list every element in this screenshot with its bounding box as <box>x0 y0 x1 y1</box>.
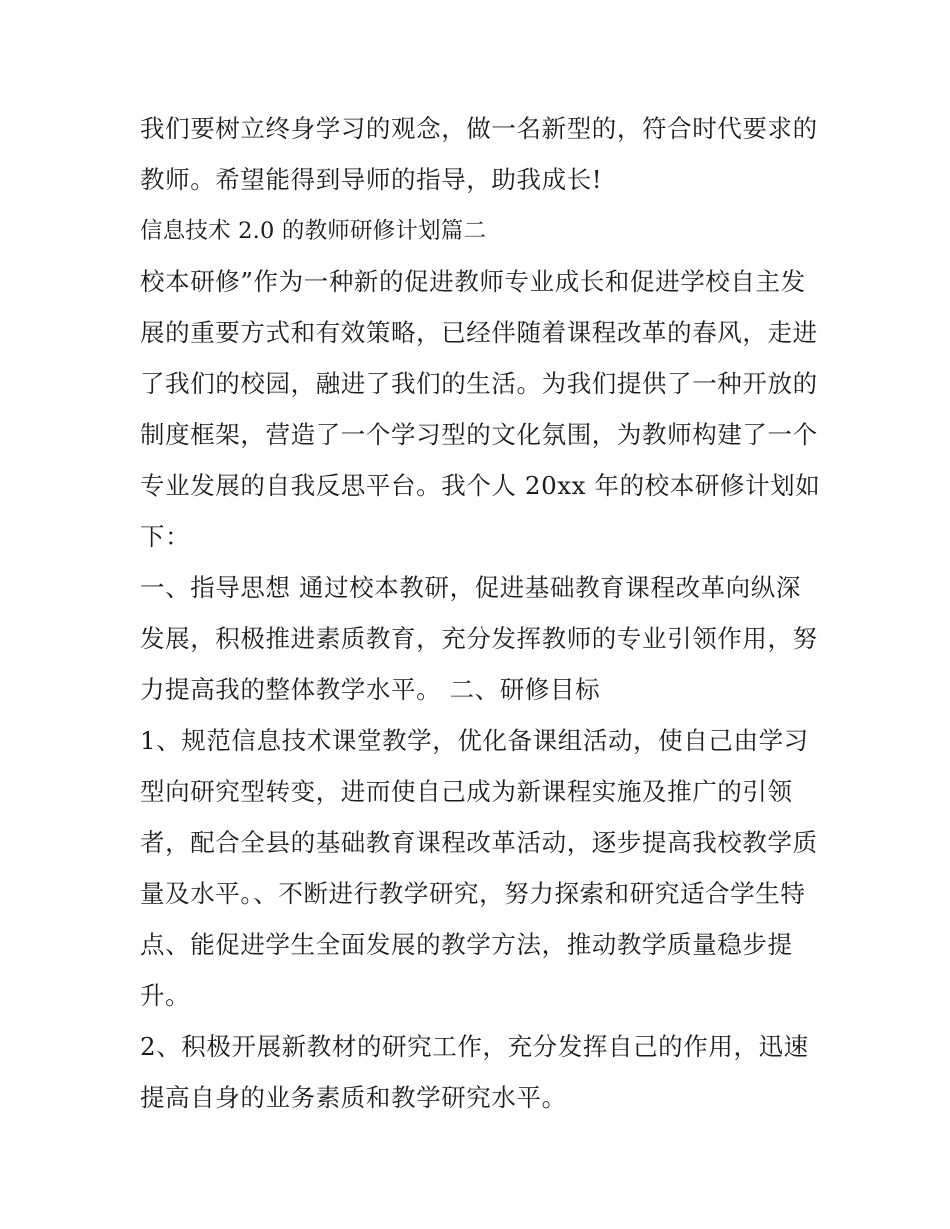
text-line: 力提高我的整体教学水平。 二、研修目标 <box>140 675 601 704</box>
text-line: 专业发展的自我反思平台。我个人 20xx 年的校本研修计划如 <box>140 471 821 500</box>
text-line: 量及水平。、不断进行教学研究，努力探索和研究适合学生特 <box>140 879 806 908</box>
text-line: 提高自身的业务素质和教学研究水平。 <box>140 1083 567 1112</box>
text-line: 发展，积极推进素质教育，充分发挥教师的专业引领作用，努 <box>140 624 818 653</box>
text-line: 者，配合全县的基础教育课程改革活动，逐步提高我校教学质 <box>140 828 818 857</box>
text-line: 型向研究型转变，进而使自己成为新课程实施及推广的引领 <box>140 777 793 806</box>
section-heading: 信息技术 2.0 的教师研修计划篇二 <box>140 218 487 244</box>
text-line: 教师。希望能得到导师的指导，助我成长! <box>140 165 603 194</box>
text-line: 展的重要方式和有效策略，已经伴随着课程改革的春风，走进 <box>140 318 818 347</box>
text-line: 下： <box>140 522 191 551</box>
text-line: 我们要树立终身学习的观念，做一名新型的，符合时代要求的 <box>140 114 818 143</box>
text-line: 点、能促进学生全面发展的教学方法，推动教学质量稳步提 <box>140 930 793 959</box>
text-line: 升。 <box>140 981 191 1010</box>
text-line: 1、规范信息技术课堂教学，优化备课组活动，使自己由学习 <box>140 726 809 755</box>
text-line: 制度框架，营造了一个学习型的文化氛围，为教师构建了一个 <box>140 420 818 449</box>
text-line: 一、指导思想 通过校本教研，促进基础教育课程改革向纵深 <box>140 573 801 602</box>
text-line: 校本研修”作为一种新的促进教师专业成长和促进学校自主发 <box>140 267 806 296</box>
text-line: 2、积极开展新教材的研究工作，充分发挥自己的作用，迅速 <box>140 1032 809 1061</box>
text-line: 了我们的校园，融进了我们的生活。为我们提供了一种开放的 <box>140 369 818 398</box>
